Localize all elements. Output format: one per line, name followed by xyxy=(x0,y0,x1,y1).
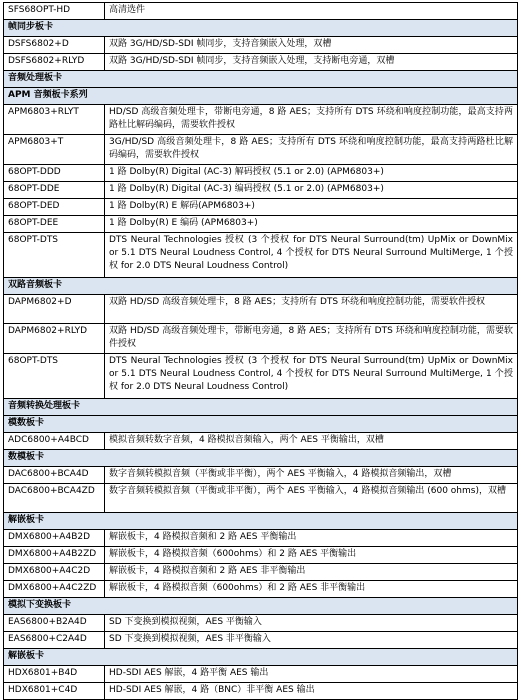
description-cell: 1 路 Dolby(R) E 编码 (APM6803+) xyxy=(105,216,518,233)
section-header: 音频转换处理板卡 xyxy=(4,399,518,416)
model-cell: DMX6800+A4B2D xyxy=(4,530,105,547)
subsection-header-row xyxy=(4,416,518,433)
description-cell: 解嵌板卡，4 路模拟音频和 2 路 AES 平衡输出 xyxy=(105,530,518,547)
table-row xyxy=(4,105,518,135)
table-row xyxy=(4,581,518,598)
model-cell: 68OPT-DTS xyxy=(4,354,105,399)
description-cell: HD-SDI AES 解嵌，4 路平衡 AES 输出 xyxy=(105,666,518,683)
table-row xyxy=(4,3,518,20)
table-row xyxy=(4,199,518,216)
table-row xyxy=(4,295,518,324)
table-row xyxy=(4,354,518,399)
model-cell: DSFS6802+RLYD xyxy=(4,54,105,71)
description-cell: 高清选件 xyxy=(105,3,518,20)
description-cell: 数字音频转模拟音频（平衡或非平衡），两个 AES 平衡输入，4 路模拟音频输出 (600 ohms)，双槽 xyxy=(105,484,518,513)
subsection-header: 解嵌板卡 xyxy=(4,649,518,666)
table-row xyxy=(4,182,518,199)
description-cell: 解嵌板卡，4 路模拟音频（600ohms）和 2 路 AES 平衡输出 xyxy=(105,547,518,564)
description-cell: 解嵌板卡，4 路模拟音频和 2 路 AES 非平衡输出 xyxy=(105,564,518,581)
section-header: 双路音频板卡 xyxy=(4,278,518,295)
description-cell: HD-SDI AES 解嵌，4 路（BNC）非平衡 AES 输出 xyxy=(105,683,518,700)
model-cell: EAS6800+C2A4D xyxy=(4,632,105,649)
description-cell: 双路 3G/HD/SD-SDI 帧同步，支持音频嵌入处理，双槽 xyxy=(105,37,518,54)
model-cell: 68OPT-DED xyxy=(4,199,105,216)
description-cell: 1 路 Dolby(R) E 解码(APM6803+) xyxy=(105,199,518,216)
subsection-header: APM 音频板卡系列 xyxy=(4,88,518,105)
description-cell: SD 下变换到模拟视频，AES 非平衡输入 xyxy=(105,632,518,649)
section-header-row xyxy=(4,399,518,416)
description-cell: DTS Neural Technologies 授权 (3 个授权 for DTS Neural Surround(tm) UpMix or DownMix or 5.1 DTS Neural Loudness Control, 4 个授权 for DTS Neural Surround MultiMerge, 1 个授权 for 2.0 DTS Neural Loudness Control) xyxy=(105,354,518,399)
description-cell: 模拟音频转数字音频，4 路模拟音频输入，两个 AES 平衡输出，双槽 xyxy=(105,433,518,450)
table-row xyxy=(4,484,518,513)
table-row xyxy=(4,37,518,54)
section-header-row xyxy=(4,20,518,37)
model-cell: DMX6800+A4C2D xyxy=(4,564,105,581)
model-cell: 68OPT-DDD xyxy=(4,165,105,182)
subsection-header-row xyxy=(4,649,518,666)
table-row xyxy=(4,135,518,165)
table-row xyxy=(4,165,518,182)
table-body xyxy=(4,3,518,700)
table-row xyxy=(4,683,518,700)
description-cell: SD 下变换到模拟视频，AES 平衡输入 xyxy=(105,615,518,632)
description-cell: 3G/HD/SD 高级音频处理卡，8 路 AES；支持所有 DTS 环绕和响度控制功能，最高支持两路杜比解码编码，需要软件授权 xyxy=(105,135,518,165)
description-cell: 解嵌板卡，4 路模拟音频（600ohms）和 2 路 AES 非平衡输出 xyxy=(105,581,518,598)
model-cell: SFS68OPT-HD xyxy=(4,3,105,20)
description-cell: 双路 HD/SD 高级音频处理卡，8 路 AES；支持所有 DTS 环绕和响度控制功能，需要软件授权 xyxy=(105,295,518,324)
table-row xyxy=(4,54,518,71)
model-cell: 68OPT-DDE xyxy=(4,182,105,199)
description-cell: 1 路 Dolby(R) Digital (AC-3) 解码授权 (5.1 or 2.0) (APM6803+) xyxy=(105,165,518,182)
section-header: 音频处理板卡 xyxy=(4,71,518,88)
subsection-header: 模拟下变换板卡 xyxy=(4,598,518,615)
table-row xyxy=(4,530,518,547)
model-cell: DMX6800+A4C2ZD xyxy=(4,581,105,598)
description-cell: 双路 3G/HD/SD-SDI 帧同步，支持音频嵌入处理，支持断电旁通，双槽 xyxy=(105,54,518,71)
subsection-header-row xyxy=(4,450,518,467)
model-cell: ADC6800+A4BCD xyxy=(4,433,105,450)
model-cell: DAPM6802+RLYD xyxy=(4,324,105,354)
description-cell: HD/SD 高级音频处理卡，带断电旁通，8 路 AES；支持所有 DTS 环绕和响度控制功能，最高支持两路杜比解码编码，需要软件授权 xyxy=(105,105,518,135)
model-cell: 68OPT-DTS xyxy=(4,233,105,278)
table-row xyxy=(4,666,518,683)
table-row xyxy=(4,233,518,278)
table-row xyxy=(4,216,518,233)
description-cell: 1 路 Dolby(R) Digital (AC-3) 编码授权 (5.1 or 2.0) (APM6803+) xyxy=(105,182,518,199)
model-cell: DSFS6802+D xyxy=(4,37,105,54)
table-row xyxy=(4,467,518,484)
subsection-header: 数模板卡 xyxy=(4,450,518,467)
model-cell: 68OPT-DEE xyxy=(4,216,105,233)
subsection-header-row xyxy=(4,513,518,530)
table-row xyxy=(4,324,518,354)
model-cell: HDX6801+B4D xyxy=(4,666,105,683)
section-header-row xyxy=(4,71,518,88)
subsection-header-row xyxy=(4,88,518,105)
model-cell: DMX6800+A4B2ZD xyxy=(4,547,105,564)
model-cell: EAS6800+B2A4D xyxy=(4,615,105,632)
description-cell: 数字音频转模拟音频（平衡或非平衡），两个 AES 平衡输入，4 路模拟音频输出，双槽 xyxy=(105,467,518,484)
description-cell: DTS Neural Technologies 授权 (3 个授权 for DTS Neural Surround(tm) UpMix or DownMix or 5.1 DTS Neural Loudness Control, 4 个授权 for DTS Neural Surround MultiMerge, 1 个授权 for 2.0 DTS Neural Loudness Control) xyxy=(105,233,518,278)
model-cell: DAC6800+BCA4ZD xyxy=(4,484,105,513)
table-row xyxy=(4,547,518,564)
subsection-header-row xyxy=(4,598,518,615)
table-row xyxy=(4,433,518,450)
table-row xyxy=(4,564,518,581)
subsection-header: 模数板卡 xyxy=(4,416,518,433)
model-cell: APM6803+T xyxy=(4,135,105,165)
description-cell: 双路 HD/SD 高级音频处理卡，带断电旁通，8 路 AES；支持所有 DTS 环绕和响度控制功能，需要软件授权 xyxy=(105,324,518,354)
subsection-header: 解嵌板卡 xyxy=(4,513,518,530)
table-row xyxy=(4,615,518,632)
table-row xyxy=(4,632,518,649)
model-cell: APM6803+RLYT xyxy=(4,105,105,135)
section-header: 帧同步板卡 xyxy=(4,20,518,37)
model-cell: HDX6801+C4D xyxy=(4,683,105,700)
section-header-row xyxy=(4,278,518,295)
model-cell: DAPM6802+D xyxy=(4,295,105,324)
product-spec-table xyxy=(3,2,518,700)
model-cell: DAC6800+BCA4D xyxy=(4,467,105,484)
